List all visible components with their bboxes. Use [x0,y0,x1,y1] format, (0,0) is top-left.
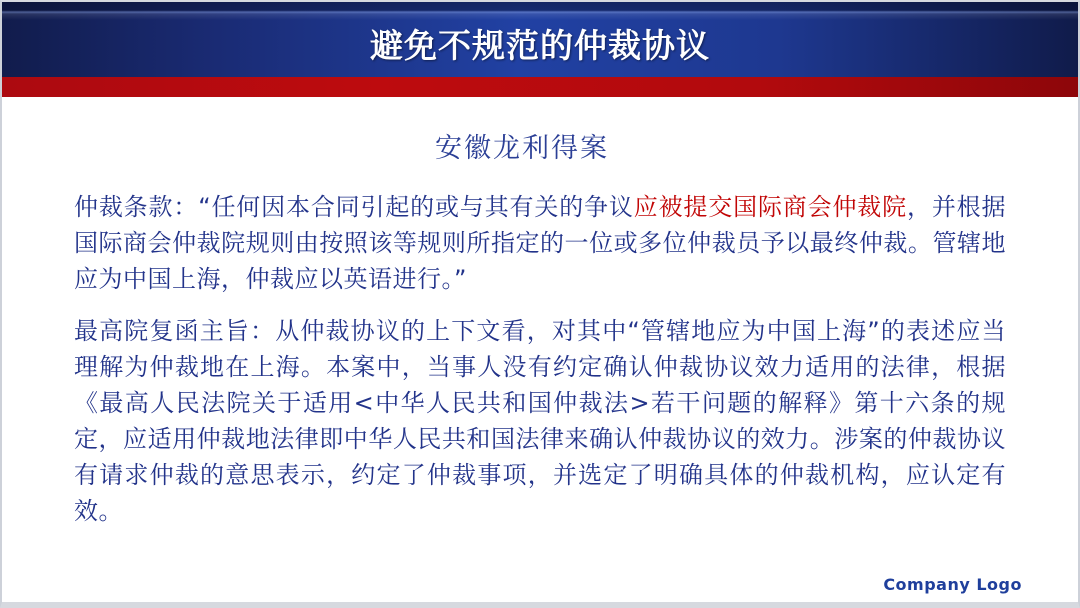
case-title: 安徽龙利得案 [435,133,609,164]
supreme-court-reply-paragraph: 最高院复函主旨：从仲裁协议的上下文看，对其中“管辖地应为中国上海”的表述应当理解为仲裁地在上海。本案中，当事人没有约定确认仲裁协议效力适用的法律，根据《最高人民法院关于适用<中华人民共和国仲裁法>若干问题的解释》第十六条的规定，应适用仲裁地法律即中华人民共和国法律来确认仲裁协议的效力。涉案的仲裁协议有请求仲裁的意思表示，约定了仲裁事项，并选定了明确具体的仲裁机构，应认定有效。 [74,317,1006,525]
arbitration-clause-paragraph [74,189,1006,297]
clause-text-highlight: 应被提交国际商会仲裁院 [633,193,907,221]
red-accent-bar [2,77,1078,97]
slide-header-band [2,2,1078,77]
clause-text-after: ，并根据国际商会仲裁院规则由按照该等规则所指定的一位或多位仲裁员予以最终仲裁。管辖地应为中国上海，仲裁应以英语进行。” [74,193,1007,293]
clause-text-before: 仲裁条款：“任何因本合同引起的或与其有关的争议 [74,193,634,221]
slide-body [2,97,1078,529]
slide-title: 避免不规范的仲裁协议 [370,26,710,65]
company-logo-text: Company Logo [883,575,1022,594]
